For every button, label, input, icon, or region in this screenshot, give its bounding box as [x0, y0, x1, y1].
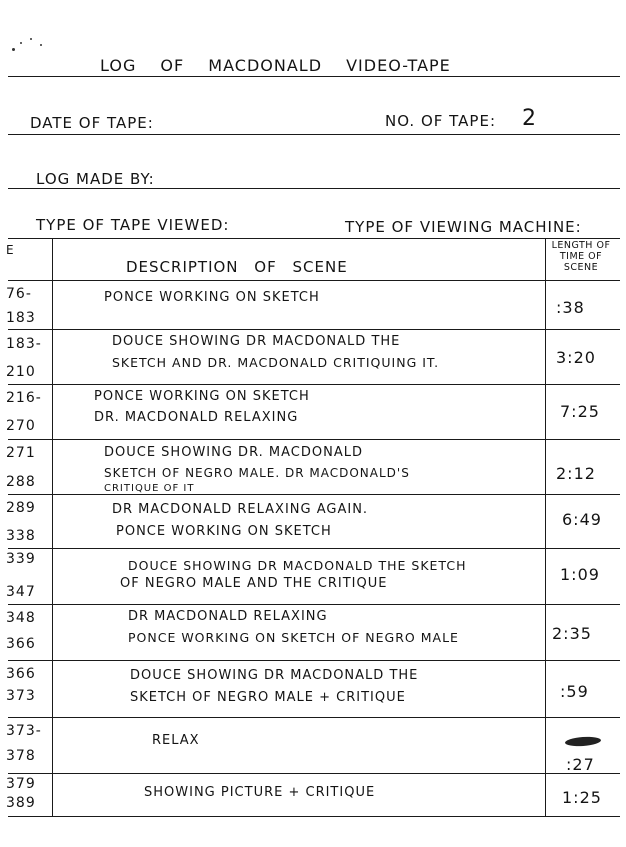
log-rule [8, 188, 620, 189]
row-start-frame: 379 [6, 776, 36, 792]
row-start-frame: 183- [6, 336, 42, 352]
title-rule [8, 76, 620, 77]
ink-speck [20, 42, 22, 44]
date-rule [8, 134, 620, 135]
crossed-out-value [565, 736, 602, 747]
row-length: 2:35 [552, 624, 592, 643]
row-separator [8, 773, 620, 774]
tape-no-value: 2 [522, 106, 537, 131]
row-separator [8, 329, 620, 330]
row-description-line2: PONCE WORKING ON SKETCH OF NEGRO MALE [128, 630, 459, 645]
row-end-frame: 373 [6, 688, 36, 704]
row-description: DOUCE SHOWING DR. MACDONALD [104, 445, 363, 460]
table-bottom-rule [8, 816, 620, 817]
table-top-rule [8, 238, 620, 239]
row-end-frame: 366 [6, 636, 36, 652]
row-end-frame: 389 [6, 795, 36, 811]
row-description: PONCE WORKING ON SKETCH [94, 389, 310, 404]
row-length: :27 [566, 755, 595, 774]
table-right-divider [545, 238, 546, 817]
row-description: DOUCE SHOWING DR MACDONALD THE SKETCH [128, 558, 467, 573]
date-label: DATE OF TAPE: [30, 114, 154, 132]
row-separator [8, 548, 620, 549]
row-separator [8, 660, 620, 661]
row-description: PONCE WORKING ON SKETCH [104, 290, 320, 305]
row-description-line2: SKETCH OF NEGRO MALE + CRITIQUE [130, 690, 406, 705]
row-description-line2: PONCE WORKING ON SKETCH [116, 524, 332, 539]
row-end-frame: 270 [6, 418, 36, 434]
row-length: 1:09 [560, 565, 600, 584]
row-description: DOUCE SHOWING DR MACDONALD THE [112, 334, 401, 349]
page-title: LOG OF MACDONALD VIDEO-TAPE [100, 56, 451, 75]
row-description-line2: DR. MACDONALD RELAXING [94, 410, 299, 425]
row-end-frame: 378 [6, 748, 36, 764]
row-start-frame: 216- [6, 390, 42, 406]
row-description: DR MACDONALD RELAXING AGAIN. [112, 502, 369, 517]
length-column-header [546, 240, 616, 273]
row-end-frame: 288 [6, 474, 36, 490]
row-length: 6:49 [562, 510, 602, 529]
row-description-line2: SKETCH OF NEGRO MALE. DR MACDONALD'S [104, 466, 410, 480]
ink-speck [40, 44, 42, 46]
description-column-header: DESCRIPTION OF SCENE [126, 258, 348, 276]
row-description: RELAX [152, 733, 200, 748]
table-left-divider [52, 238, 53, 817]
row-start-frame: 373- [6, 723, 42, 739]
ink-speck [12, 48, 15, 51]
row-start-frame: 348 [6, 610, 36, 626]
row-start-frame: 339 [6, 551, 36, 567]
type-viewed-label: TYPE OF TAPE VIEWED: [36, 216, 230, 234]
frame-column-hint: E [6, 243, 15, 257]
length-header-line2: TIME OF [559, 251, 603, 262]
row-description-line2: OF NEGRO MALE AND THE CRITIQUE [120, 576, 388, 591]
row-separator [8, 439, 620, 440]
row-start-frame: 76- [6, 286, 32, 302]
length-header-line1: LENGTH OF [551, 240, 611, 251]
row-description: SHOWING PICTURE + CRITIQUE [144, 785, 376, 800]
row-length: :38 [556, 298, 585, 317]
row-length: 1:25 [562, 788, 602, 807]
row-end-frame: 338 [6, 528, 36, 544]
row-separator [8, 604, 620, 605]
row-description-line3: CRITIQUE OF IT [104, 483, 195, 494]
row-description: DR MACDONALD RELAXING [128, 609, 328, 624]
row-start-frame: 271 [6, 445, 36, 461]
row-separator [8, 384, 620, 385]
machine-label: TYPE OF VIEWING MACHINE: [345, 218, 582, 236]
row-end-frame: 210 [6, 364, 36, 380]
row-length: :59 [560, 682, 589, 701]
row-length: 2:12 [556, 464, 596, 483]
log-made-by-label: LOG MADE BY: [36, 170, 155, 188]
row-separator [8, 717, 620, 718]
length-header-line3: SCENE [563, 262, 599, 273]
row-description-line2: SKETCH AND DR. MACDONALD CRITIQUING IT. [112, 355, 440, 370]
row-end-frame: 183 [6, 310, 36, 326]
row-description: DOUCE SHOWING DR MACDONALD THE [130, 668, 419, 683]
row-length: 7:25 [560, 402, 600, 421]
ink-speck [30, 38, 32, 40]
row-length: 3:20 [556, 348, 596, 367]
row-end-frame: 347 [6, 584, 36, 600]
tape-no-label: NO. OF TAPE: [385, 112, 496, 130]
row-separator [8, 494, 620, 495]
row-start-frame: 366 [6, 666, 36, 682]
header-bottom-rule [8, 280, 620, 281]
row-start-frame: 289 [6, 500, 36, 516]
